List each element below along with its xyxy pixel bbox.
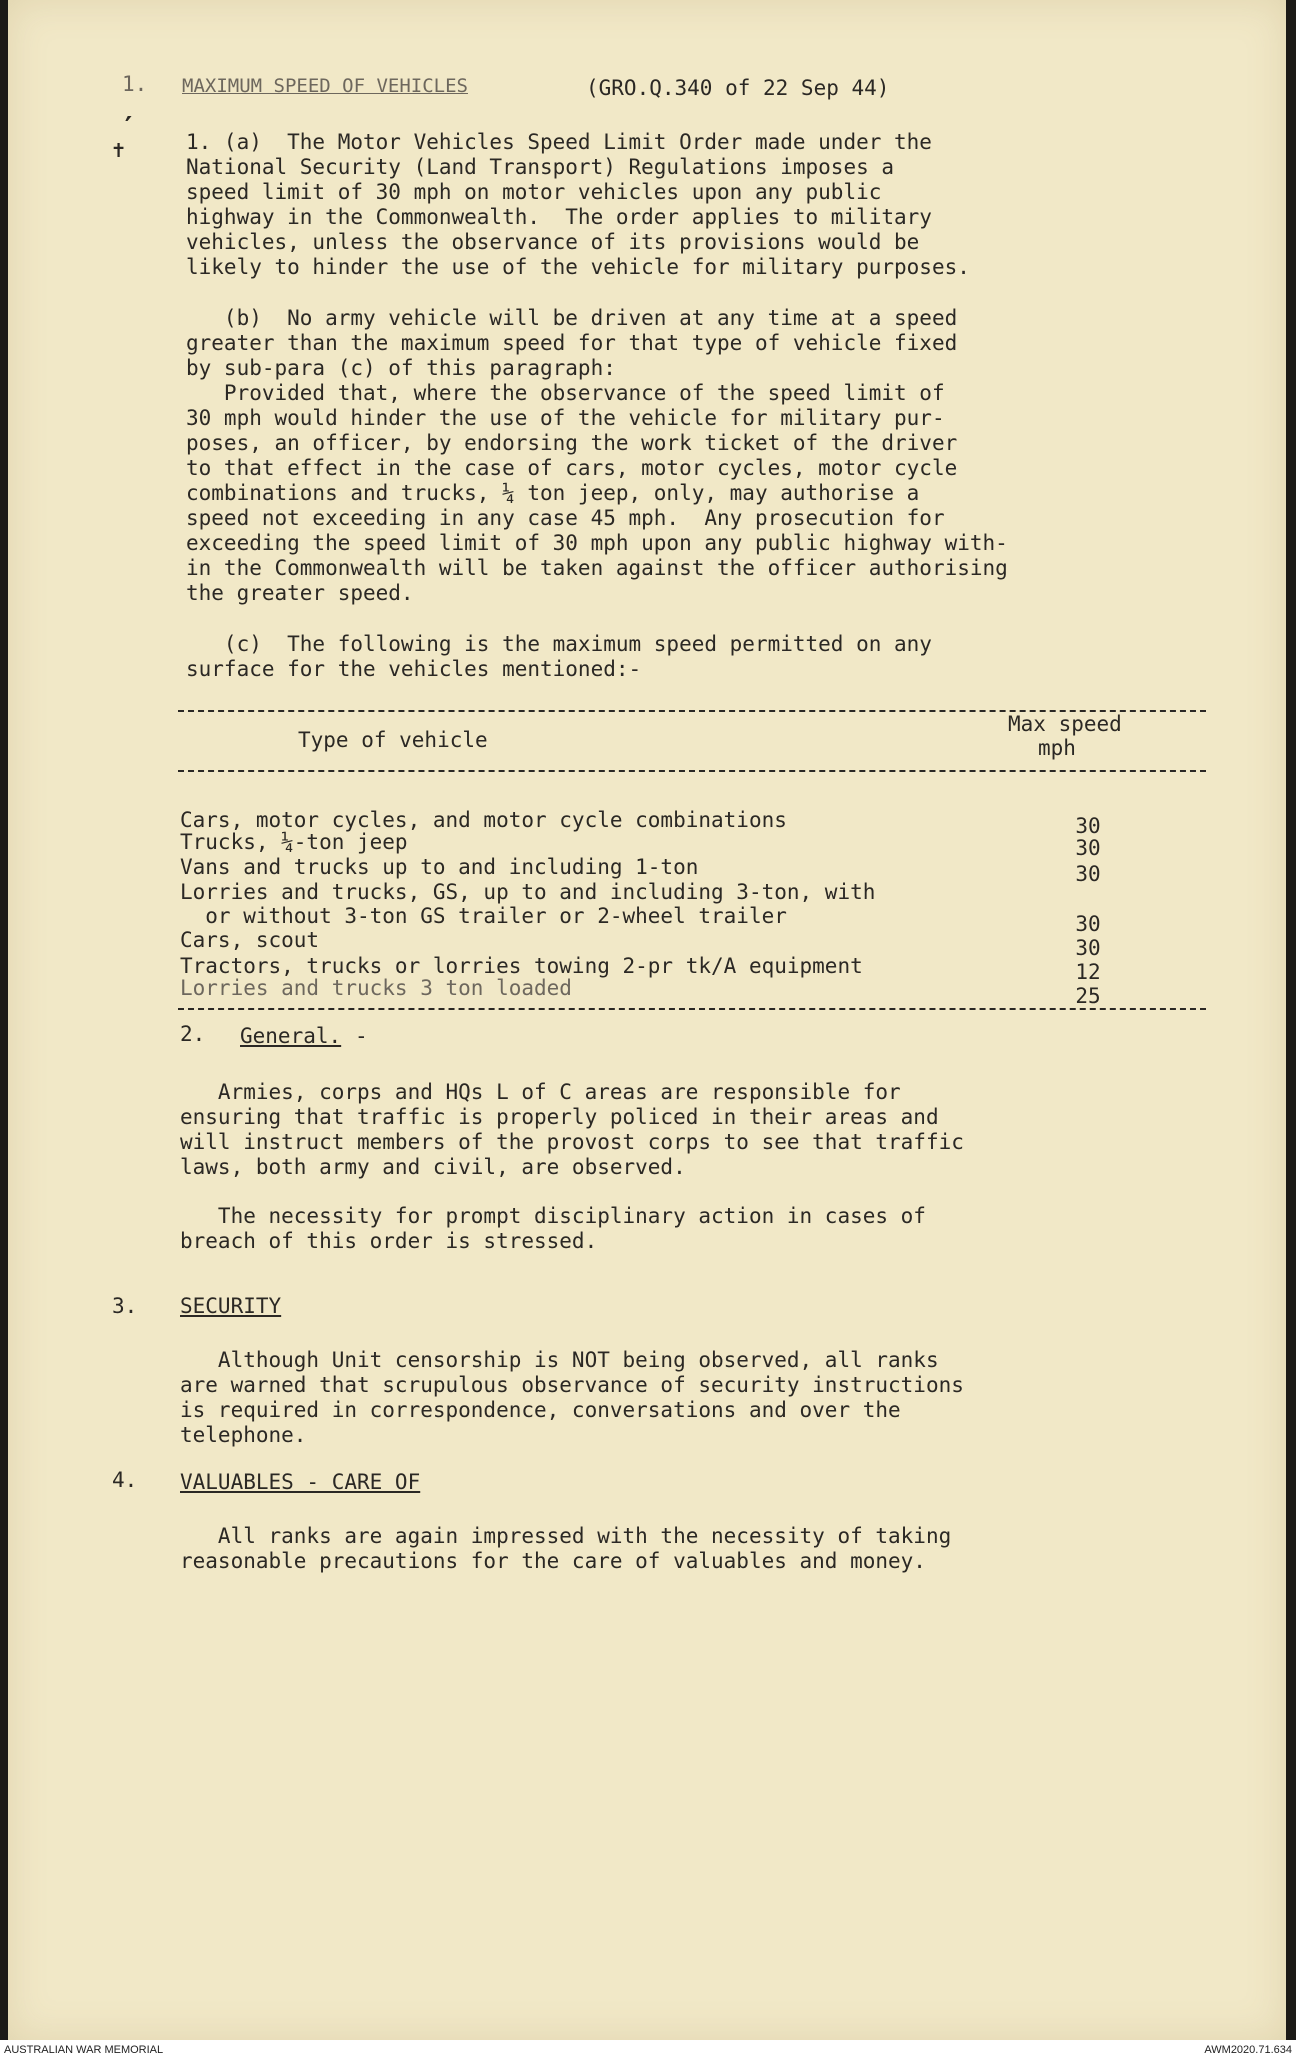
text-line: exceeding the speed limit of 30 mph upon any public highway with- <box>186 531 1008 555</box>
para-3-title: SECURITY <box>180 1294 282 1318</box>
text-line: Although Unit censorship is NOT being observed, all ranks <box>180 1348 939 1372</box>
speed-value: 30 <box>1075 836 1101 860</box>
text-line: in the Commonwealth will be taken against the officer authorising <box>186 556 1008 580</box>
text-line: likely to hinder the use of the vehicle for military purposes. <box>186 255 970 279</box>
heading-title: MAXIMUM SPEED OF VEHICLES <box>182 75 468 97</box>
text-line: National Security (Land Transport) Regulations imposes a <box>186 155 895 179</box>
text-line: combinations and trucks, ¼ ton jeep, only, may authorise a <box>186 481 920 505</box>
table-row: Lorries and trucks, GS, up to and including 3-ton, with <box>180 880 876 904</box>
speed-value: 30 <box>1075 936 1101 960</box>
table-header-type: Type of vehicle <box>298 728 488 752</box>
table-row: Cars, motor cycles, and motor cycle combinations <box>180 808 787 832</box>
heading-reference: (GRO.Q.340 of 22 Sep 44) <box>586 76 890 100</box>
text-line: is required in correspondence, conversations and over the <box>180 1398 901 1422</box>
para-2-title: General. <box>240 1024 342 1048</box>
text-line: to that effect in the case of cars, motor cycles, motor cycle <box>186 456 958 480</box>
table-row: Lorries and trucks 3 ton loaded <box>180 976 572 1000</box>
para-4-number: 4. <box>112 1468 138 1492</box>
text-line: The necessity for prompt disciplinary action in cases of <box>180 1204 926 1228</box>
speed-value: 25 <box>1075 984 1101 1008</box>
text-line: 30 mph would hinder the use of the vehicle for military pur- <box>186 406 945 430</box>
para-2-number: 2. <box>180 1022 206 1046</box>
text-line: All ranks are again impressed with the necessity of taking <box>180 1524 952 1548</box>
text-line: Provided that, where the observance of the speed limit of <box>186 381 945 405</box>
text-line: greater than the maximum speed for that type of vehicle fixed <box>186 331 958 355</box>
speed-value: 30 <box>1075 814 1101 838</box>
para-4-title: VALUABLES - CARE OF <box>180 1470 421 1494</box>
table-header-unit: mph <box>1038 736 1076 760</box>
table-row: Trucks, ¼-ton jeep <box>180 830 408 854</box>
text-line: 1. (a) The Motor Vehicles Speed Limit Order made under the <box>186 130 932 154</box>
archive-footer <box>0 2040 1296 2061</box>
text-line: breach of this order is stressed. <box>180 1229 598 1253</box>
text-line: poses, an officer, by endorsing the work ticket of the driver <box>186 431 958 455</box>
text-line: Armies, corps and HQs L of C areas are responsible for <box>180 1080 901 1104</box>
table-row: Cars, scout <box>180 928 320 952</box>
margin-mark: ✝ <box>112 138 126 163</box>
table-row: Tractors, trucks or lorries towing 2-pr tk/A equipment <box>180 954 863 978</box>
table-rule <box>178 770 1206 772</box>
text-line: reasonable precautions for the care of valuables and money. <box>180 1549 926 1573</box>
text-line: by sub-para (c) of this paragraph: <box>186 356 616 380</box>
text-line: telephone. <box>180 1423 307 1447</box>
text-line: speed limit of 30 mph on motor vehicles upon any public <box>186 180 882 204</box>
text-line: (c) The following is the maximum speed permitted on any <box>186 632 932 656</box>
text-line: ensuring that traffic is properly policed in their areas and <box>180 1105 939 1129</box>
text-line: will instruct members of the provost corps to see that traffic <box>180 1130 964 1154</box>
footer-institution: AUSTRALIAN WAR MEMORIAL <box>4 2044 164 2056</box>
text-line: are warned that scrupulous observance of security instructions <box>180 1373 964 1397</box>
speed-value: 30 <box>1075 912 1101 936</box>
table-header-speed: Max speed <box>1008 712 1122 736</box>
heading-number: 1. <box>122 72 148 96</box>
margin-mark: ′ <box>120 110 137 143</box>
speed-value: 12 <box>1075 960 1101 984</box>
text-line: laws, both army and civil, are observed. <box>180 1155 686 1179</box>
text-line: highway in the Commonwealth. The order applies to military <box>186 205 932 229</box>
table-rule <box>178 1008 1206 1010</box>
para-2-title-suffix: - <box>355 1024 368 1048</box>
speed-value: 30 <box>1075 862 1101 886</box>
table-row: or without 3-ton GS trailer or 2-wheel trailer <box>180 904 787 928</box>
text-line: speed not exceeding in any case 45 mph. Any prosecution for <box>186 506 945 530</box>
para-3-number: 3. <box>112 1294 138 1318</box>
text-line: surface for the vehicles mentioned:- <box>186 657 642 681</box>
document-page <box>8 0 1286 2040</box>
text-line: (b) No army vehicle will be driven at any time at a speed <box>186 306 958 330</box>
text-line: vehicles, unless the observance of its provisions would be <box>186 230 920 254</box>
text-line: the greater speed. <box>186 581 414 605</box>
table-row: Vans and trucks up to and including 1-ton <box>180 855 699 879</box>
footer-accession-number: AWM2020.71.634 <box>1204 2044 1292 2056</box>
